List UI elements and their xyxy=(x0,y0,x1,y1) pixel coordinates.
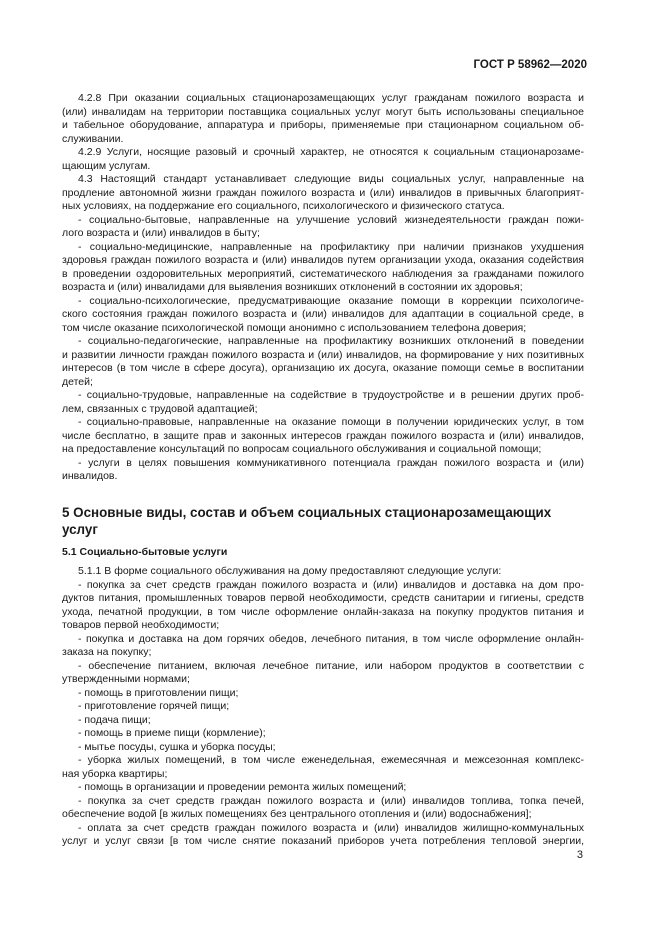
text-line: интересов (в том числе в сфере досуга), организацию их досуга, оказание помощи семье в воспитании xyxy=(62,362,584,374)
section-heading: 5.1 Социально-бытовые услуги xyxy=(62,545,228,558)
spacer xyxy=(62,538,584,546)
text-line: 5.1.1 В форме социального обслуживания на дому предоставляют следующие услуги: xyxy=(78,565,502,577)
text-line: - социально-бытовые, направленные на улучшение условий жизнедеятельности граждан пожи- xyxy=(78,213,584,226)
text-line: и развитии личности граждан пожилого возраста и (или) инвалидов, на формирование у них позитивных xyxy=(62,348,584,361)
text-line: - социально-педагогические, направленные на профилактику возникших отклонений в поведении xyxy=(78,335,584,347)
page-number: 3 xyxy=(576,849,583,861)
text-line: ского состояния граждан пожилого возраста и (или) инвалидов для адаптации в социальной среде, в xyxy=(62,308,584,320)
text-line: продление автономной жизни граждан пожилого возраста и (или) инвалидов в привычных благоприят- xyxy=(62,186,584,199)
text-line: щающим услугам. xyxy=(62,159,151,172)
text-line: - обеспечение питанием, включая лечебное питание, или набором продуктов в соответствии с xyxy=(78,659,584,672)
text-line: услуг и услуг связи [в том числе снятие показаний приборов учета потребления тепловой энергии, xyxy=(62,835,584,847)
text-line: - мытье посуды, сушка и уборка посуды; xyxy=(78,740,276,753)
text-line: ных условиях, на поддержание его социального, психологического и физического статуса. xyxy=(62,200,505,212)
text-line: дуктов питания, промышленных товаров первой необходимости, средств санитарии и гигиены, средств xyxy=(62,592,584,604)
text-line: заказа на покупку; xyxy=(62,646,152,658)
text-line: - покупка и доставка на дом горячих обедов, лечебного питания, в том числе оформление онлайн- xyxy=(78,632,584,645)
text-line: в проведении оздоровительных мероприятий, систематического наблюдения за гражданами пожилого xyxy=(62,267,584,280)
text-line: лем, связанных с трудовой адаптацией; xyxy=(62,402,258,415)
text-line: (или) инвалидам на территории поставщика социальных услуг могут быть использованы специальное xyxy=(62,105,584,118)
text-line: - помощь в приеме пищи (кормление); xyxy=(78,727,266,739)
text-line: 4.3 Настоящий стандарт устанавливает следующие виды социальных услуг, направленные на xyxy=(78,173,584,185)
text-line: - помощь в приготовлении пищи; xyxy=(78,686,239,699)
document-header-standard: ГОСТ Р 58962—2020 xyxy=(473,59,587,71)
text-line: возраста и (или) инвалидами для выявления возникших отклонений в состоянии их здоровья; xyxy=(62,281,523,293)
text-line: - приготовление горячей пищи; xyxy=(78,700,230,712)
section-heading: услуг xyxy=(62,521,98,537)
text-line: здоровья граждан пожилого возраста и (или) инвалидов путем организации ухода, оказания содействия xyxy=(62,254,584,266)
text-line: товаров первой необходимости; xyxy=(62,619,220,631)
spacer xyxy=(62,484,584,504)
document-body xyxy=(62,92,584,849)
text-line: - уборка жилых помещений, в том числе еженедельная, ежемесячная и межсезонная комплекс- xyxy=(78,754,584,766)
text-line: - социально-правовые, направленные на оказание помощи в получении юридических услуг, в том xyxy=(78,416,584,428)
text-line: и табельное оборудование, аппаратура и приборы, применяемые при стационарном социальном об- xyxy=(62,119,584,131)
text-line: утвержденными нормами; xyxy=(62,673,190,685)
text-line: - покупка за счет средств граждан пожилого возраста и (или) инвалидов и доставка на дом про- xyxy=(78,578,584,591)
text-line: на предоставление консультаций по вопросам социального обслуживания и социальной помощи; xyxy=(62,443,542,455)
text-line: детей; xyxy=(62,375,93,388)
text-line: ная уборка квартиры; xyxy=(62,767,168,780)
text-line: лого возраста и (или) инвалидов в быту; xyxy=(62,227,260,239)
text-line: 4.2.9 Услуги, носящие разовый и срочный характер, не относятся к социальным стационарозаме- xyxy=(78,146,584,158)
text-line: - социально-трудовые, направленные на содействие в трудоустройстве и в решении других проб- xyxy=(78,389,584,401)
text-line: числе бесплатно, в защите прав и законных интересов граждан пожилого возраста и (или) инвалидов, xyxy=(62,429,584,442)
section-heading: 5 Основные виды, состав и объем социальных стационарозамещающих xyxy=(62,504,552,520)
text-line: - услуги в целях повышения коммуникативного потенциала граждан пожилого возраста и (или) xyxy=(78,456,584,469)
text-line: - социально-медицинские, направленные на профилактику при наличии признаков ухудшения xyxy=(78,240,584,253)
text-line: 4.2.8 При оказании социальных стационарозамещающих услуг гражданам пожилого возраста и xyxy=(78,92,584,104)
text-line: инвалидов. xyxy=(62,470,118,482)
text-line: - подача пищи; xyxy=(78,713,151,726)
text-line: - покупка за счет средств граждан пожилого возраста и (или) инвалидов топлива, топка печей, xyxy=(78,794,584,807)
text-line: служивании. xyxy=(62,132,124,145)
text-line: - оплата за счет средств граждан пожилого возраста и (или) инвалидов жилищно-коммунальных xyxy=(78,821,584,834)
text-line: обеспечение водой [в жилых помещениях без центрального отопления и (или) водоснабжения]; xyxy=(62,808,532,820)
text-line: - социально-психологические, предусматривающие оказание помощи в коррекции психологиче- xyxy=(78,294,584,307)
text-line: том числе оказание психологической помощи анонимно с использованием телефона доверия; xyxy=(62,321,527,334)
text-line: - помощь в организации и проведении ремонта жилых помещений; xyxy=(78,781,407,793)
text-line: ухода, печатной продукции, в том числе оформление онлайн-заказа на покупку продуктов питания и xyxy=(62,605,584,618)
